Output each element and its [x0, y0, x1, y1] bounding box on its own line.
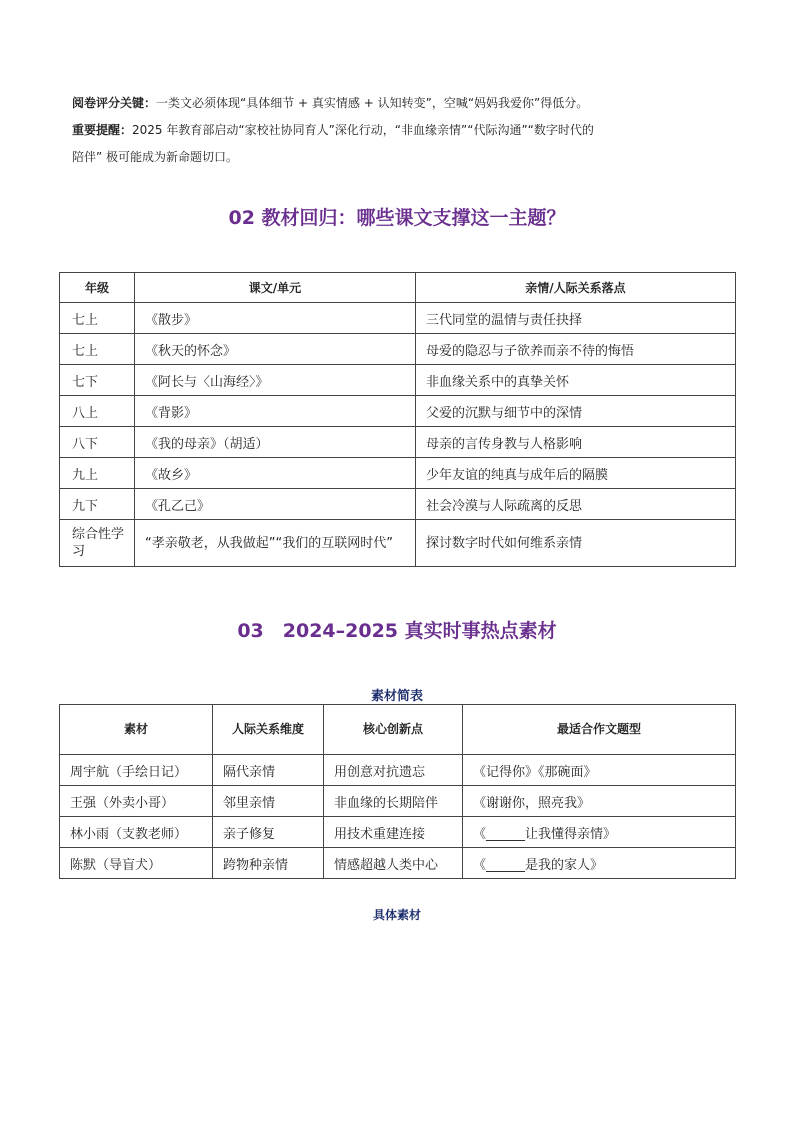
cell-dimension: 邻里亲情: [213, 786, 324, 817]
cell-text: 《阿长与〈山海经〉》: [135, 365, 416, 396]
cell-material: 林小雨（支教老师）: [60, 817, 213, 848]
table-header-row: [60, 705, 736, 755]
note-line-2: [72, 117, 732, 144]
column-header-innovation: 核心创新点: [324, 705, 463, 755]
cell-focus: 少年友谊的纯真与成年后的隔膜: [416, 458, 736, 489]
cell-material: 王强（外卖小哥）: [60, 786, 213, 817]
cell-grade: 综合性学习: [60, 520, 135, 567]
cell-essay-type: 《谢谢你，照亮我》: [463, 786, 736, 817]
cell-focus: 非血缘关系中的真挚关怀: [416, 365, 736, 396]
cell-essay-type: 《记得你》《那碗面》: [463, 755, 736, 786]
table-header-row: [60, 273, 736, 303]
cell-essay-type: 《______让我懂得亲情》: [463, 817, 736, 848]
cell-focus: 父爱的沉默与细节中的深情: [416, 396, 736, 427]
table-row: [60, 848, 736, 879]
cell-innovation: 情感超越人类中心: [324, 848, 463, 879]
table-row: [60, 303, 736, 334]
cell-material: 周宇航（手绘日记）: [60, 755, 213, 786]
textbook-table: [59, 272, 736, 567]
cell-dimension: 跨物种亲情: [213, 848, 324, 879]
cell-grade: 九上: [60, 458, 135, 489]
cell-grade: 七上: [60, 334, 135, 365]
cell-text: 《背影》: [135, 396, 416, 427]
column-header-dimension: 人际关系维度: [213, 705, 324, 755]
cell-focus: 探讨数字时代如何维系亲情: [416, 520, 736, 567]
table-row: [60, 520, 736, 567]
table-row: [60, 458, 736, 489]
cell-focus: 社会冷漠与人际疏离的反思: [416, 489, 736, 520]
cell-dimension: 隔代亲情: [213, 755, 324, 786]
table-row: [60, 817, 736, 848]
cell-text: 《我的母亲》（胡适）: [135, 427, 416, 458]
scoring-notes: [72, 90, 732, 171]
cell-grade: 八上: [60, 396, 135, 427]
cell-focus: 母亲的言传身教与人格影响: [416, 427, 736, 458]
cell-grade: 七下: [60, 365, 135, 396]
cell-material: 陈默（导盲犬）: [60, 848, 213, 879]
note-line-3: 陪伴” 极可能成为新命题切口。: [72, 150, 239, 164]
table-caption: 素材简表: [370, 689, 423, 704]
cell-dimension: 亲子修复: [213, 817, 324, 848]
note-label-reminder: 重要提醒：: [72, 123, 133, 137]
note-label-scoring: 阅卷评分关键：: [72, 96, 157, 110]
cell-text: 《散步》: [135, 303, 416, 334]
column-header-focus: 亲情/人际关系落点: [416, 273, 736, 303]
cell-innovation: 用技术重建连接: [324, 817, 463, 848]
specific-materials-caption: 具体素材: [372, 908, 421, 922]
table-row: [60, 365, 736, 396]
table-row: [60, 489, 736, 520]
cell-grade: 七上: [60, 303, 135, 334]
table-row: [60, 334, 736, 365]
cell-text: “孝亲敬老，从我做起”“我们的互联网时代”: [135, 520, 416, 567]
cell-text: 《故乡》: [135, 458, 416, 489]
cell-grade: 九下: [60, 489, 135, 520]
cell-text: 《孔乙己》: [135, 489, 416, 520]
cell-text: 《秋天的怀念》: [135, 334, 416, 365]
table-row: [60, 755, 736, 786]
cell-grade: 八下: [60, 427, 135, 458]
note-text-reminder: 2025 年教育部启动“家校社协同育人”深化行动，“非血缘亲情”“代际沟通”“数字时代的: [132, 123, 594, 137]
cell-essay-type: 《______是我的家人》: [463, 848, 736, 879]
cell-innovation: 用创意对抗遗忘: [324, 755, 463, 786]
section-title-current-events: 03 2024–2025 真实时事热点素材: [237, 620, 557, 642]
cell-focus: 三代同堂的温情与责任抉择: [416, 303, 736, 334]
cell-focus: 母爱的隐忍与子欲养而亲不待的悔悟: [416, 334, 736, 365]
column-header-text: 课文/单元: [135, 273, 416, 303]
table-row: [60, 427, 736, 458]
table-row: [60, 396, 736, 427]
note-text-scoring: 一类文必须体现“具体细节 + 真实情感 + 认知转变”，空喊“妈妈我爱你”得低分。: [156, 96, 589, 110]
materials-table: [59, 704, 736, 879]
table-row: [60, 786, 736, 817]
section-title-textbook: 02 教材回归：哪些课文支撑这一主题？: [228, 207, 566, 229]
column-header-essay-type: 最适合作文题型: [463, 705, 736, 755]
column-header-material: 素材: [60, 705, 213, 755]
note-line-1: [72, 90, 732, 117]
column-header-grade: 年级: [60, 273, 135, 303]
cell-innovation: 非血缘的长期陪伴: [324, 786, 463, 817]
